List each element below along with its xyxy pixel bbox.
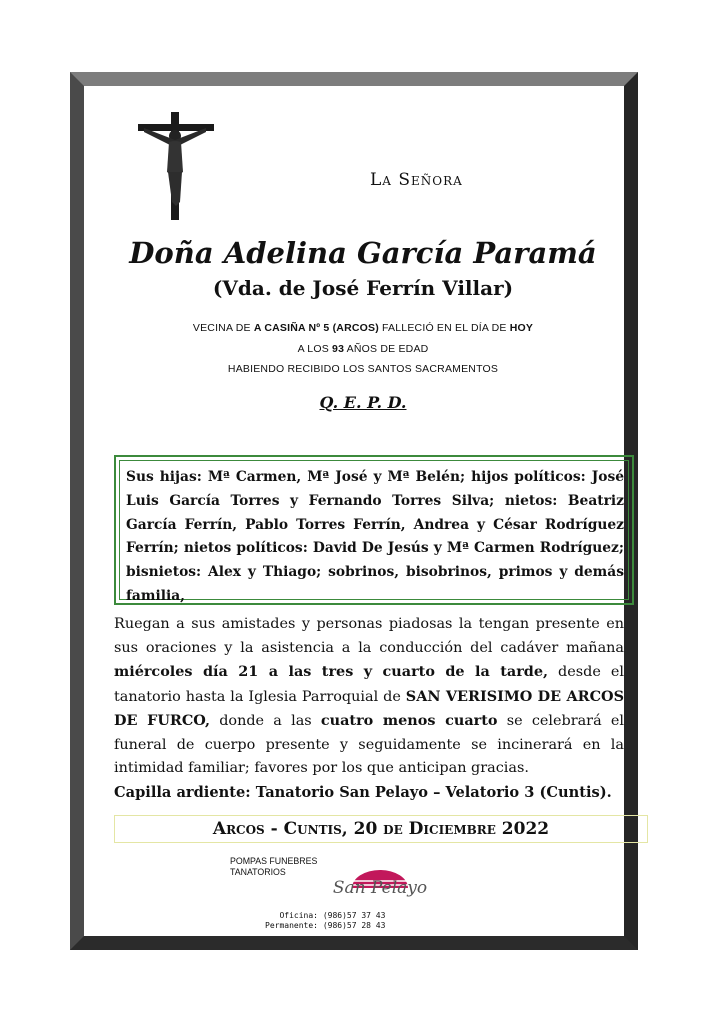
capilla-ardiente: Capilla ardiente: Tanatorio San Pelayo – Velatorio 3 (Cuntis).: [114, 784, 612, 801]
crucifix-icon: [136, 110, 216, 222]
funeral-services-label: [230, 856, 317, 878]
widow-of-line: (Vda. de José Ferrín Villar): [212, 276, 514, 300]
age-line: A LOS 93 AÑOS DE EDAD: [297, 343, 429, 355]
residence-line: VECINA DE A CASIÑA Nº 5 (ARCOS) FALLECIÓ EN EL DÍA DE HOY: [192, 322, 534, 334]
pompas-label: POMPAS FUNEBRES: [230, 856, 318, 866]
date-place-line: Arcos - Cuntis, 20 de Diciembre 2022: [114, 815, 648, 843]
tanatorios-label: TANATORIOS: [230, 867, 286, 877]
sacraments-line: HABIENDO RECIBIDO LOS SANTOS SACRAMENTOS: [227, 363, 499, 375]
san-pelayo-logo-text: San Pelayo: [332, 878, 428, 898]
qepd-label: Q. E. P. D.: [319, 393, 407, 412]
family-text: Sus hijas: Mª Carmen, Mª José y Mª Belén; hijos políticos: José Luis García Torres y Fernando Torres Silva; nietos: Beatriz García Ferrín, Pablo Torres Ferrín, Andrea y César Rodríguez Ferrín; nietos políticos: David De Jesús y Mª Carmen Rodríguez; bisnietos: Alex y Thiago; sobrinos, bisobrinos, primos y demás familia,: [119, 460, 629, 600]
phone-permanente: Permanente: (986)57 28 43: [265, 921, 386, 930]
deceased-name: Doña Adelina García Paramá: [129, 236, 597, 270]
phone-list: [260, 911, 385, 931]
phone-oficina: Oficina: (986)57 37 43: [279, 911, 386, 920]
request-paragraph: Ruegan a sus amistades y personas piadosas la tengan presente en sus oraciones y la asistencia a la conducción del cadáver mañana miércoles día 21 a las tres y cuarto de la tarde, desde el tanatorio hasta la Iglesia Parroquial de SAN VERISIMO DE ARCOS DE FURCO, donde a las cuatro menos cuarto se celebrará el funeral de cuerpo presente y seguidamente se incinerará en la intimidad familiar; favores por los que anticipan gracias.: [114, 616, 624, 776]
family-box: [114, 455, 634, 605]
la-senora-label: La Señora: [370, 170, 463, 190]
